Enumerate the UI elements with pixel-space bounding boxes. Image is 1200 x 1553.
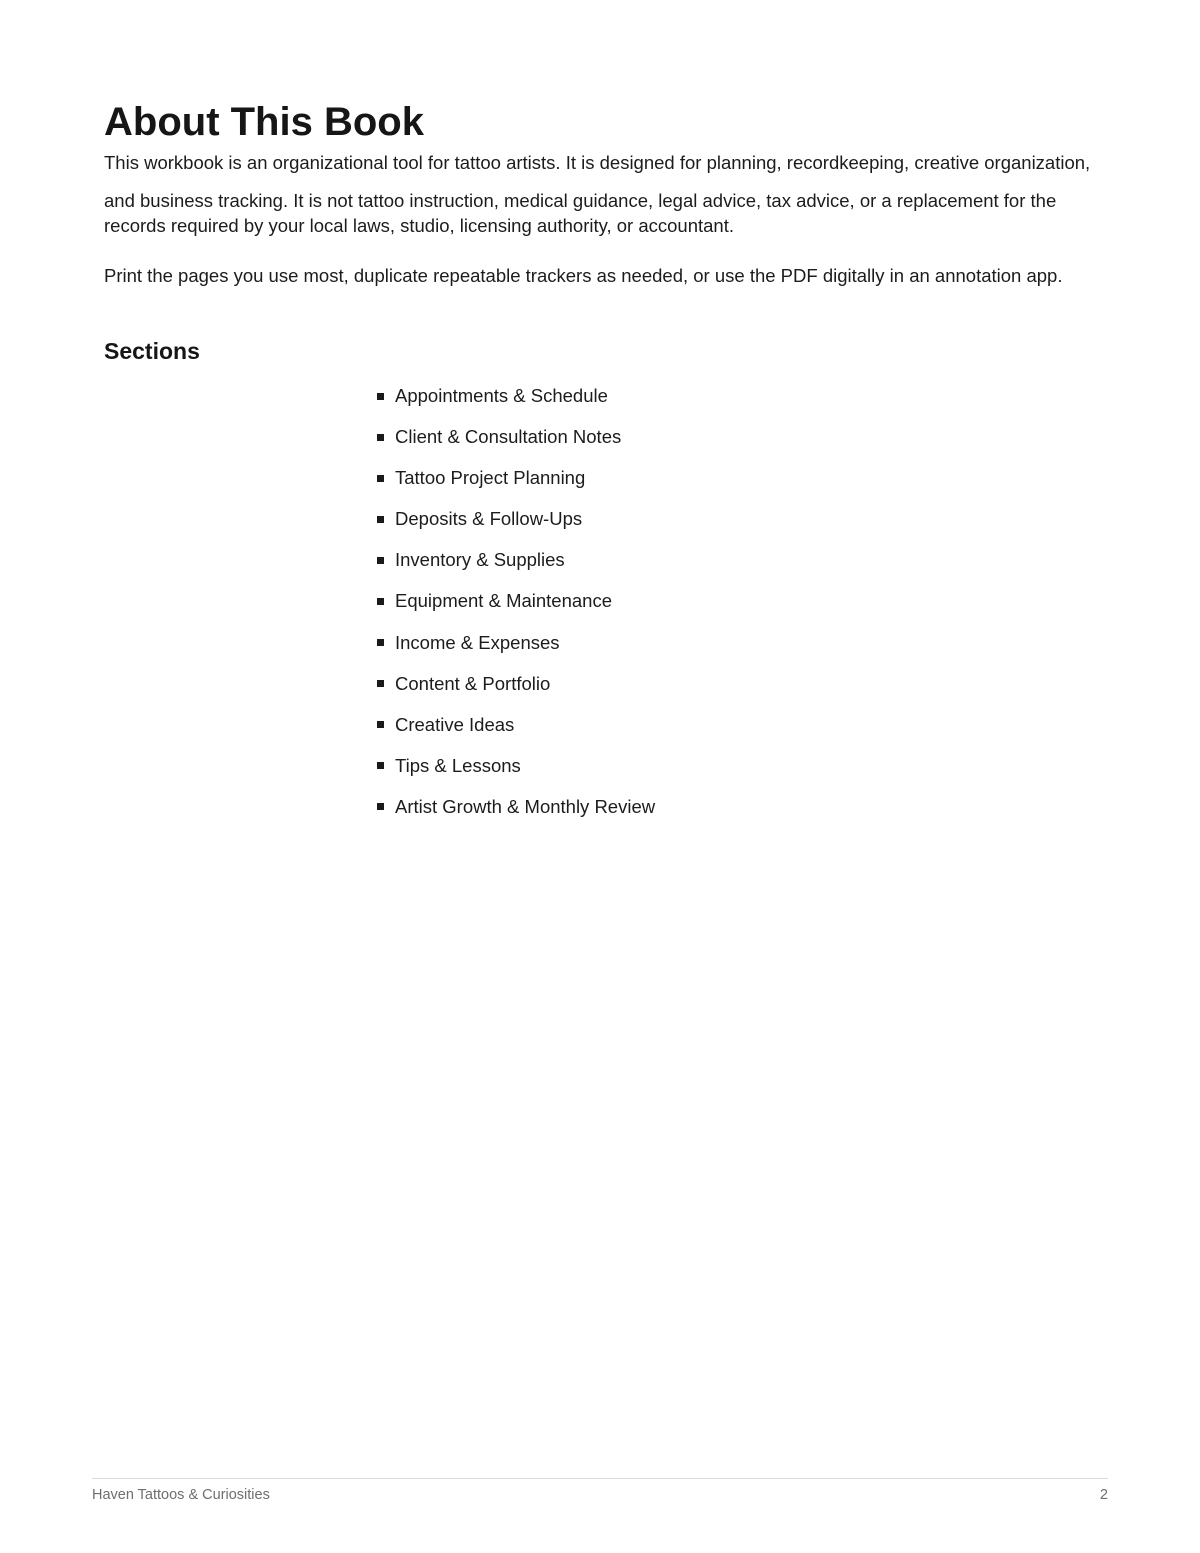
list-item	[377, 465, 655, 491]
section-list	[377, 383, 655, 835]
section-label: Content & Portfolio	[395, 672, 551, 694]
square-bullet-icon	[377, 557, 384, 564]
list-item	[377, 671, 655, 697]
list-item	[377, 547, 655, 573]
list-item	[377, 424, 655, 450]
section-label: Client & Consultation Notes	[395, 426, 622, 448]
section-label: Income & Expenses	[395, 631, 560, 653]
page-number: 2	[1099, 1487, 1108, 1503]
list-item	[377, 588, 655, 614]
sections-heading: Sections	[104, 338, 200, 364]
intro-line: and business tracking. It is not tattoo instruction, medical guidance, legal advice, tax advice, or a replacement for the	[104, 190, 1057, 211]
section-label: Tips & Lessons	[395, 754, 521, 776]
list-item	[377, 712, 655, 738]
square-bullet-icon	[377, 721, 384, 728]
square-bullet-icon	[377, 803, 384, 810]
square-bullet-icon	[377, 598, 384, 605]
square-bullet-icon	[377, 434, 384, 441]
section-label: Equipment & Maintenance	[395, 590, 612, 612]
section-label: Deposits & Follow-Ups	[395, 508, 583, 530]
list-item	[377, 794, 655, 820]
section-label: Creative Ideas	[395, 713, 515, 735]
section-label: Tattoo Project Planning	[395, 467, 586, 489]
square-bullet-icon	[377, 639, 384, 646]
intro-line: records required by your local laws, studio, licensing authority, or accountant.	[104, 215, 735, 236]
section-label: Artist Growth & Monthly Review	[395, 795, 656, 817]
square-bullet-icon	[377, 475, 384, 482]
list-item	[377, 506, 655, 532]
square-bullet-icon	[377, 393, 384, 400]
intro-paragraph	[104, 150, 1114, 238]
section-label: Inventory & Supplies	[395, 549, 565, 571]
footer-divider	[92, 1478, 1108, 1479]
square-bullet-icon	[377, 762, 384, 769]
square-bullet-icon	[377, 680, 384, 687]
page-title: About This Book	[104, 100, 424, 144]
print-note: Print the pages you use most, duplicate repeatable trackers as needed, or use the PDF digitally in an annotation app.	[104, 265, 1063, 286]
intro-line: This workbook is an organizational tool for tattoo artists. It is designed for planning, recordkeeping, creative organization,	[104, 152, 1091, 173]
footer-brand: Haven Tattoos & Curiosities	[92, 1487, 270, 1503]
list-item	[377, 753, 655, 779]
square-bullet-icon	[377, 516, 384, 523]
list-item	[377, 630, 655, 656]
section-label: Appointments & Schedule	[395, 385, 608, 406]
list-item	[377, 383, 655, 409]
